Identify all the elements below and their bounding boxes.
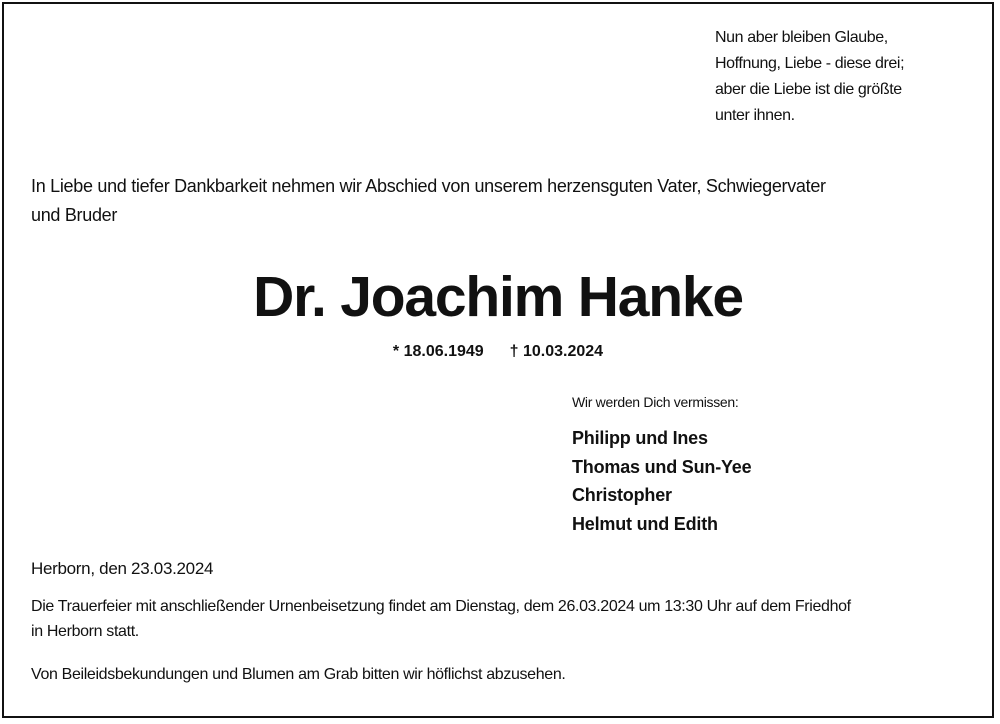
birth-date: * 18.06.1949 (392, 343, 484, 360)
funeral-info (31, 594, 981, 644)
death-date: † 10.03.2024 (509, 343, 604, 360)
mourners-label: Wir werden Dich vermissen: (572, 394, 739, 410)
bible-quote (715, 25, 975, 129)
intro-line: In Liebe und tiefer Dankbarkeit nehmen wir Abschied von unserem herzensguten Vater, Schwiegervater (31, 176, 826, 196)
quote-line: unter ihnen. (715, 107, 795, 124)
mourner-name: Helmut und Edith (572, 513, 718, 534)
mourners-list (572, 424, 751, 538)
funeral-line: Die Trauerfeier mit anschließender Urnenbeisetzung findet am Dienstag, dem 26.03.2024 um 13:30 Uhr auf dem Friedhof (31, 598, 851, 615)
mourner-name: Christopher (572, 485, 672, 505)
quote-line: aber die Liebe ist die größte (715, 81, 902, 98)
quote-line: Nun aber bleiben Glaube, (715, 29, 888, 46)
intro-text (31, 172, 971, 230)
quote-line: Hoffnung, Liebe - diese drei; (715, 55, 905, 72)
mourner-name: Philipp und Ines (572, 428, 708, 448)
intro-line: und Bruder (31, 205, 118, 225)
condolence-note: Von Beileidsbekundungen und Blumen am Grab bitten wir höflichst abzusehen. (31, 666, 566, 683)
deceased-name: Dr. Joachim Hanke (253, 265, 743, 329)
mourner-name: Thomas und Sun-Yee (572, 456, 752, 477)
place-and-date: Herborn, den 23.03.2024 (31, 559, 214, 578)
funeral-line: in Herborn statt. (31, 623, 139, 640)
life-dates (0, 340, 996, 364)
